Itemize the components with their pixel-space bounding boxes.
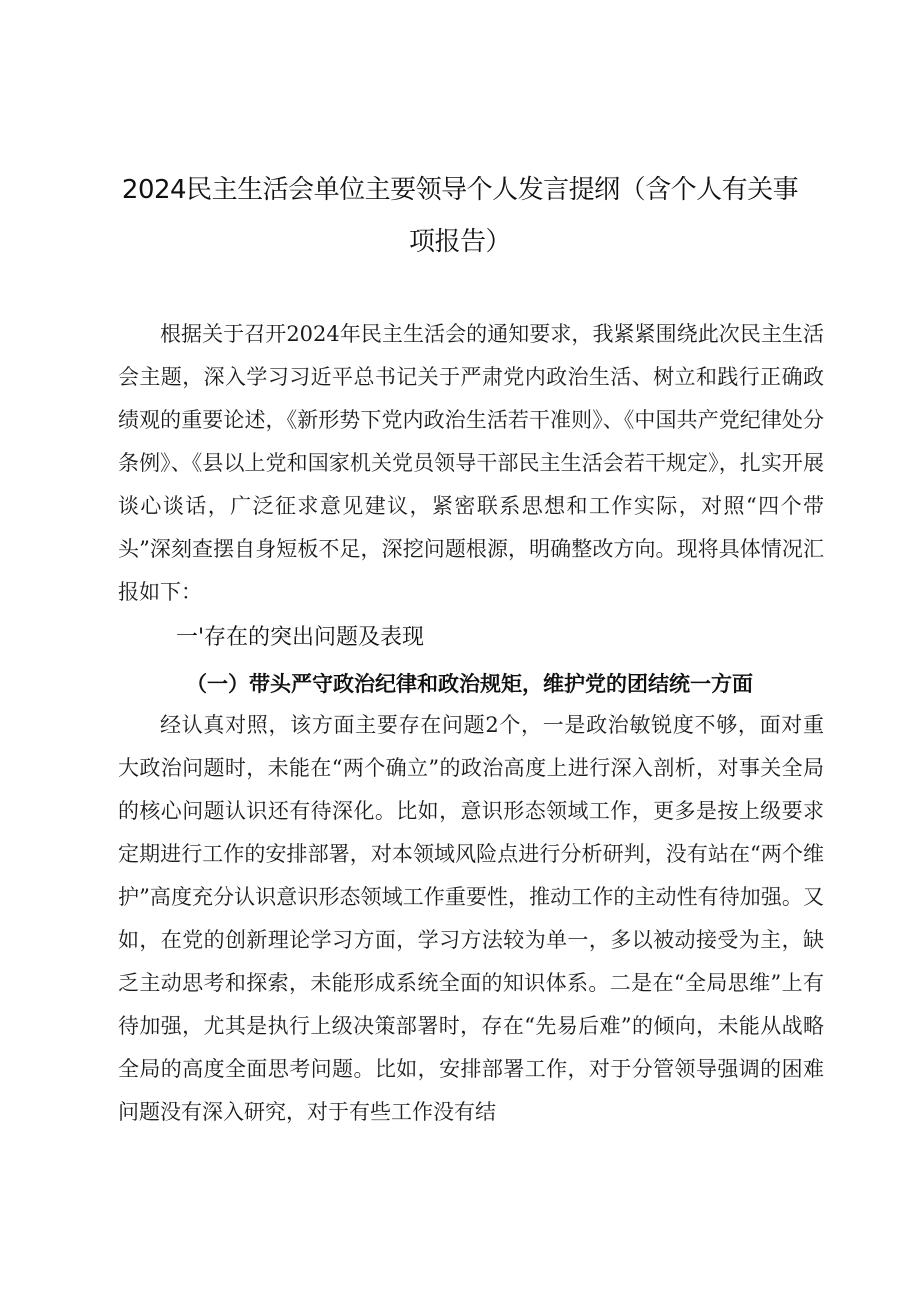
document-title-line-2: 项报告）: [408, 227, 511, 257]
document-title-line-1: 2024民主生活会单位主要领导个人发言提纲（含个人有关事: [121, 175, 799, 205]
sub-heading: （一）带头严守政治纪律和政治规矩，维护党的团结统一方面: [186, 671, 753, 696]
section-heading: 一'存在的突出问题及表现: [176, 625, 425, 650]
intro-paragraph: 根据关于召开2024年民主生活会的通知要求，我紧紧围绕此次民主生活会主题，深入学习习近平总书记关于严肃党内政治生活、树立和践行正确政绩观的重要论述，《新形势下党内政治生活若干准则》、《中国共产党纪律处分条例》、《县以上党和国家机关党员领导干部民主生活会若干规定》，扎实开展谈心谈话，广泛征求意见建议，紧密联系思想和工作实际，对照“四个带头”深刻查摆自身短板不足，深挖问题根源，明确整改方向。现将具体情况汇报如下：: [118, 322, 824, 604]
body-paragraph: 经认真对照，该方面主要存在问题2个，一是政治敏锐度不够，面对重大政治问题时，未能在“两个确立”的政治高度上进行深入剖析，对事关全局的核心问题认识还有待深化。比如，意识形态领域工作，更多是按上级要求定期进行工作的安排部署，对本领域风险点进行分析研判，没有站在“两个维护”高度充分认识意识形态领域工作重要性，推动工作的主动性有待加强。又如，在党的创新理论学习方面，学习方法较为单一，多以被动接受为主，缺乏主动思考和探索，未能形成系统全面的知识体系。二是在“全局思维”上有待加强，尤其是执行上级决策部署时，存在“先易后难”的倾向，未能从战略全局的高度全面思考问题。比如，安排部署工作，对于分管领导强调的困难问题没有深入研究，对于有些工作没有结: [118, 713, 824, 1124]
